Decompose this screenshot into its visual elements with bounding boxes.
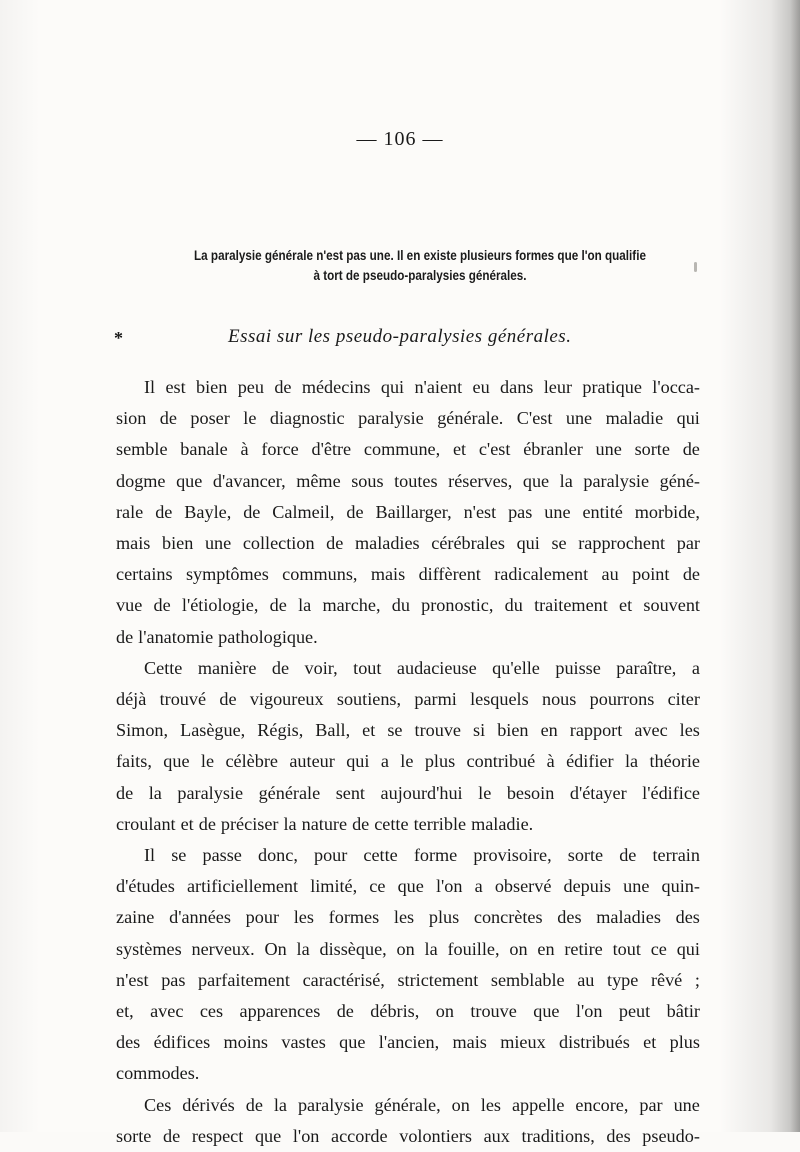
- word: ce: [650, 938, 667, 959]
- body-line: [116, 622, 700, 653]
- word: contribué: [466, 751, 536, 772]
- word: collection: [242, 533, 315, 554]
- word: distribués: [559, 1032, 630, 1053]
- body-line: [116, 559, 700, 590]
- word: diffèrent: [418, 564, 481, 585]
- word: en: [537, 938, 555, 959]
- word: paralysie: [358, 408, 424, 429]
- word: pourrons: [589, 689, 655, 710]
- word: on: [509, 938, 528, 959]
- body-line: [116, 403, 700, 434]
- word: puisse: [555, 657, 601, 678]
- body-line: [116, 1090, 700, 1121]
- word: radicalement: [494, 564, 589, 585]
- word: fouille,: [447, 938, 500, 959]
- word: traitement: [534, 595, 608, 616]
- word: de: [682, 439, 700, 460]
- word: poser: [190, 408, 230, 429]
- word: qui: [676, 938, 700, 959]
- word: que: [533, 1001, 560, 1022]
- word: ce: [369, 876, 386, 897]
- word: les: [679, 720, 700, 741]
- word: avec: [634, 720, 668, 741]
- word: la: [624, 751, 639, 772]
- word: limité,: [310, 876, 358, 897]
- word: des: [116, 1032, 141, 1053]
- word: du: [391, 595, 410, 616]
- word: paralysie: [177, 782, 244, 803]
- word: toutes: [394, 470, 438, 491]
- word: d'étayer: [569, 782, 627, 803]
- word: qui: [346, 751, 370, 772]
- word: audacieuse: [396, 657, 477, 678]
- body-line: [116, 1027, 700, 1058]
- word: plus: [428, 907, 460, 928]
- word: peu: [237, 377, 264, 397]
- word: de: [198, 813, 216, 834]
- word: leur: [543, 377, 572, 397]
- word: générale: [258, 782, 321, 803]
- word: médecins: [301, 377, 371, 397]
- word: qui: [380, 377, 405, 397]
- body-line: [116, 715, 700, 746]
- word: vigoureux: [249, 689, 324, 710]
- word: préciser: [220, 813, 279, 834]
- word: de: [682, 564, 700, 585]
- word: les: [393, 907, 415, 928]
- word: sorte: [567, 845, 604, 866]
- word: générale,: [374, 1094, 441, 1115]
- body-line: [116, 434, 700, 465]
- word: appelle: [511, 1094, 565, 1115]
- word: paralysie: [583, 470, 650, 491]
- word: générale.: [437, 408, 504, 429]
- word: des: [557, 907, 582, 928]
- word: nous: [541, 689, 577, 710]
- summary-line: La paralysie générale n'est pas une. Il en existe plusieurs formes que l'on qualifie: [194, 248, 646, 263]
- word: Ball,: [315, 720, 351, 741]
- word: point: [632, 564, 670, 585]
- word: pour: [313, 845, 348, 866]
- word: systèmes: [116, 938, 182, 959]
- word: la: [148, 782, 162, 803]
- word: de: [619, 845, 637, 866]
- word: des: [606, 1125, 631, 1146]
- word: rapport: [569, 720, 623, 741]
- word: sent: [335, 782, 365, 803]
- word: une: [204, 533, 232, 554]
- word: une: [595, 439, 622, 460]
- word: maladies: [596, 907, 661, 928]
- word: retire: [564, 938, 603, 959]
- word: une: [565, 408, 593, 429]
- word: débris,: [370, 1001, 420, 1022]
- word: communs,: [282, 564, 358, 585]
- word: cérébrales: [431, 533, 505, 554]
- word: Calmeil,: [272, 501, 335, 522]
- word: que: [176, 470, 203, 491]
- word: Régis,: [257, 720, 304, 741]
- word: par: [676, 533, 700, 554]
- word: qui: [516, 533, 540, 554]
- word: si: [473, 720, 486, 741]
- word: se: [387, 720, 403, 741]
- word: le: [200, 751, 215, 772]
- word: vue: [116, 595, 143, 616]
- word: tout: [353, 657, 382, 678]
- word: rale: [116, 501, 144, 522]
- body-line: [116, 528, 700, 559]
- word: d'études: [116, 876, 175, 897]
- word: de: [346, 501, 364, 522]
- word: maladies: [354, 533, 420, 554]
- word: n'aient: [414, 377, 463, 397]
- word: nature: [301, 813, 348, 834]
- word: même: [296, 470, 341, 491]
- word: auteur: [289, 751, 335, 772]
- word: voir,: [304, 657, 338, 678]
- word: terrain: [652, 845, 700, 866]
- word: de: [269, 595, 287, 616]
- body-line: [116, 965, 700, 996]
- word: souvent: [643, 595, 700, 616]
- word: réserves,: [448, 470, 513, 491]
- word: parmi: [414, 689, 457, 710]
- word: pour: [245, 907, 280, 928]
- word: de: [243, 501, 261, 522]
- word: l'étiologie,: [181, 595, 259, 616]
- body-line: [116, 497, 700, 528]
- word: pronostic,: [421, 595, 494, 616]
- word: de: [159, 408, 177, 429]
- word: est: [165, 377, 186, 397]
- word: mieux: [500, 1032, 546, 1053]
- section-ornament: *: [114, 328, 123, 348]
- word: plus: [669, 1032, 700, 1053]
- word: observé: [494, 876, 552, 897]
- word: les: [480, 1094, 501, 1115]
- word: besoin: [506, 782, 555, 803]
- body-line: [116, 902, 700, 933]
- word: lesquels: [470, 689, 529, 710]
- word: d'années: [169, 907, 231, 928]
- word: à: [240, 439, 249, 460]
- body-line: [116, 840, 700, 871]
- word: caractérisé,: [302, 969, 385, 990]
- word: en: [540, 720, 558, 741]
- word: l'édifice: [642, 782, 700, 803]
- body-line: [116, 372, 700, 403]
- word: le: [243, 408, 257, 429]
- body-line: [116, 466, 700, 497]
- word: sorte: [116, 1125, 152, 1146]
- word: maladie: [605, 408, 664, 429]
- word: la: [424, 938, 438, 959]
- word: c'est: [478, 439, 511, 460]
- word: la: [296, 938, 310, 959]
- word: sorte: [634, 439, 670, 460]
- word: pas: [161, 969, 186, 990]
- word: l'on: [435, 876, 463, 897]
- word: eu: [472, 377, 490, 397]
- word: trouve: [470, 1001, 517, 1022]
- word: géné-: [659, 470, 700, 491]
- word: de: [274, 377, 292, 397]
- word: cette: [374, 813, 409, 834]
- word: entité: [582, 501, 623, 522]
- word: a: [691, 657, 700, 678]
- word: Il: [144, 377, 156, 397]
- word: le: [400, 751, 414, 772]
- word: a: [474, 876, 483, 897]
- word: croulant: [116, 813, 176, 834]
- word: volontiers: [399, 1125, 472, 1146]
- word: Baillarger,: [375, 501, 452, 522]
- body-line: [116, 871, 700, 902]
- word: qu'elle: [492, 657, 540, 678]
- word: célèbre: [225, 751, 278, 772]
- word: passe: [202, 845, 242, 866]
- word: rêvé: [650, 969, 683, 990]
- word: formes: [328, 907, 380, 928]
- word: faits,: [116, 751, 152, 772]
- word: à: [546, 751, 555, 772]
- word: bâtir: [666, 1001, 700, 1022]
- word: cette: [363, 845, 398, 866]
- paper-speck: [694, 262, 697, 272]
- word: Lasègue,: [180, 720, 246, 741]
- word: on: [451, 1094, 470, 1115]
- word: manière: [197, 657, 257, 678]
- word: pratique: [582, 377, 642, 397]
- word: de: [352, 813, 370, 834]
- summary-line: à tort de pseudo-paralysies générales.: [313, 268, 527, 283]
- word: zaine: [116, 907, 155, 928]
- word: paralysie: [297, 1094, 364, 1115]
- word: que: [397, 876, 424, 897]
- word: donc,: [257, 845, 298, 866]
- word: l'occa-: [652, 377, 700, 397]
- word: parfaitement: [198, 969, 290, 990]
- word: sous: [351, 470, 384, 491]
- word: commodes.: [116, 1063, 200, 1084]
- word: certains: [116, 564, 173, 585]
- word: que: [163, 751, 190, 772]
- word: une: [623, 876, 650, 897]
- word: marche,: [322, 595, 381, 616]
- word: dogme: [116, 470, 166, 491]
- word: l'on: [575, 1001, 603, 1022]
- word: pseudo-: [642, 1125, 700, 1146]
- word: diagnostic: [269, 408, 345, 429]
- word: et: [452, 439, 467, 460]
- word: et,: [116, 1001, 134, 1022]
- body-line: [116, 684, 700, 715]
- word: encore,: [575, 1094, 629, 1115]
- word: la: [283, 813, 297, 834]
- word: l'ancien,: [378, 1032, 440, 1053]
- word: et: [180, 813, 194, 834]
- word: et: [643, 1032, 657, 1053]
- word: symptômes: [185, 564, 269, 585]
- word: a: [380, 751, 389, 772]
- page-number: — 106 —: [356, 128, 444, 150]
- word: n'est: [463, 501, 497, 522]
- word: dissèque,: [319, 938, 387, 959]
- word: de: [219, 689, 237, 710]
- word: peut: [618, 1001, 651, 1022]
- word: morbide,: [634, 501, 700, 522]
- word: maladie.: [471, 813, 534, 834]
- word: Il: [144, 845, 156, 866]
- word: l'on: [292, 1125, 320, 1146]
- word: une: [673, 1094, 700, 1115]
- word: qui: [676, 408, 700, 429]
- word: et: [619, 595, 633, 616]
- word: pas: [508, 501, 533, 522]
- word: trouvé: [159, 689, 207, 710]
- word: Ces: [144, 1094, 172, 1115]
- word: de: [116, 626, 134, 647]
- word: que: [339, 1032, 366, 1053]
- body-line: [116, 1121, 700, 1152]
- word: de: [116, 782, 134, 803]
- word: avec: [150, 1001, 184, 1022]
- word: Cette: [144, 657, 183, 678]
- word: semble: [116, 439, 168, 460]
- word: théorie: [649, 751, 700, 772]
- word: par: [639, 1094, 663, 1115]
- word: de: [245, 1094, 263, 1115]
- word: nerveux.: [191, 938, 255, 959]
- word: bien: [497, 720, 529, 741]
- word: de: [271, 657, 290, 678]
- word: édifices: [153, 1032, 211, 1053]
- body-line: [116, 934, 700, 965]
- word: accorde: [331, 1125, 388, 1146]
- word: traditions,: [521, 1125, 595, 1146]
- word: et: [362, 720, 376, 741]
- word: strictement: [397, 969, 479, 990]
- word: les: [293, 907, 314, 928]
- word: d'être: [311, 439, 352, 460]
- word: Bayle,: [184, 501, 232, 522]
- word: au: [601, 564, 619, 585]
- word: de: [163, 1125, 181, 1146]
- body-line: [116, 809, 700, 840]
- word: de: [155, 501, 173, 522]
- body-line: [116, 996, 700, 1027]
- word: se: [551, 533, 567, 554]
- word: forme: [413, 845, 458, 866]
- word: ces: [199, 1001, 224, 1022]
- word: bien: [161, 533, 194, 554]
- word: moins: [223, 1032, 268, 1053]
- word: artificiellement: [186, 876, 299, 897]
- word: respect: [191, 1125, 244, 1146]
- body-line: [116, 653, 700, 684]
- word: du: [504, 595, 523, 616]
- word: ;: [694, 969, 700, 990]
- word: de: [326, 533, 344, 554]
- word: l'anatomie: [138, 626, 214, 647]
- word: aux: [483, 1125, 510, 1146]
- word: Simon,: [116, 720, 169, 741]
- word: au: [577, 969, 595, 990]
- word: de: [153, 595, 171, 616]
- word: On: [264, 938, 287, 959]
- word: banale: [180, 439, 228, 460]
- word: bien: [196, 377, 228, 397]
- word: mais: [370, 564, 406, 585]
- word: paraître,: [616, 657, 677, 678]
- word: la: [273, 1094, 287, 1115]
- word: vastes: [281, 1032, 326, 1053]
- word: depuis: [563, 876, 612, 897]
- word: de: [336, 1001, 354, 1022]
- word: des: [675, 907, 700, 928]
- word: type: [607, 969, 639, 990]
- body-line: [116, 778, 700, 809]
- word: que: [254, 1125, 282, 1146]
- word: n'est: [116, 969, 149, 990]
- word: la: [298, 595, 312, 616]
- word: aujourd'hui: [380, 782, 463, 803]
- word: le: [478, 782, 492, 803]
- body-line: [116, 590, 700, 621]
- word: la: [559, 470, 573, 491]
- word: se: [171, 845, 187, 866]
- word: ébranler: [523, 439, 583, 460]
- body-line: [116, 746, 700, 777]
- word: trouve: [414, 720, 461, 741]
- word: C'est: [516, 408, 553, 429]
- word: citer: [667, 689, 700, 710]
- word: quin-: [661, 876, 700, 897]
- word: provisoire,: [473, 845, 552, 866]
- word: édifier: [566, 751, 614, 772]
- word: apparences: [239, 1001, 321, 1022]
- word: force: [261, 439, 299, 460]
- word: tout: [612, 938, 641, 959]
- word: on: [396, 938, 415, 959]
- word: dans: [500, 377, 534, 397]
- word: commune,: [363, 439, 441, 460]
- word: terrible: [413, 813, 467, 834]
- word: sion: [116, 408, 147, 429]
- word: pathologique.: [218, 626, 318, 647]
- body-text: [116, 372, 700, 1152]
- word: déjà: [116, 689, 147, 710]
- chapter-summary: [162, 246, 678, 286]
- word: que: [522, 470, 550, 491]
- word: dérivés: [182, 1094, 235, 1115]
- word: soutiens,: [336, 689, 402, 710]
- word: rapprochent: [578, 533, 666, 554]
- word: plus: [424, 751, 456, 772]
- section-title: Essai sur les pseudo-paralysies générales.: [228, 326, 572, 347]
- word: concrètes: [473, 907, 543, 928]
- word: une: [544, 501, 571, 522]
- word: mais: [452, 1032, 487, 1053]
- body-line: [116, 1058, 700, 1089]
- word: mais: [116, 533, 151, 554]
- word: on: [435, 1001, 454, 1022]
- word: d'avancer,: [212, 470, 286, 491]
- word: semblable: [490, 969, 565, 990]
